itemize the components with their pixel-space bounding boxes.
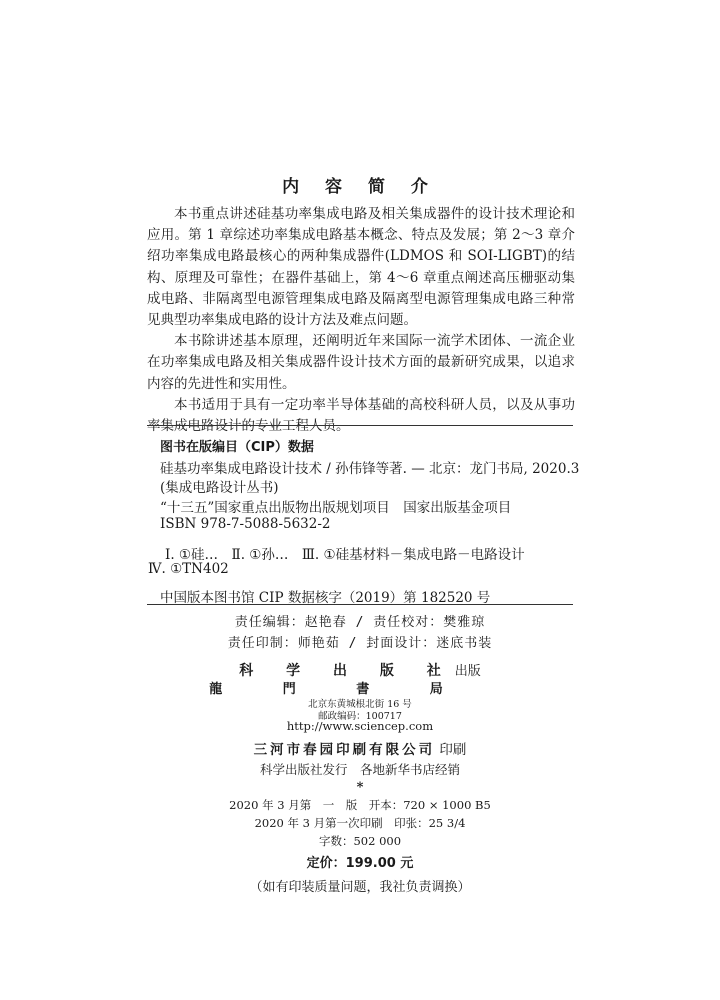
distribution-line: 科学出版社发行 各地新华书店经销 <box>259 762 460 777</box>
printer-suffix: 印刷 <box>439 742 467 758</box>
publisher-logo-name: 科 学 出 版 社 <box>239 663 455 679</box>
publisher-postcode: 邮政编码：100717 <box>318 711 402 722</box>
cip-heading: 图书在版编目（CIP）数据 <box>160 440 314 455</box>
cip-isbn-line: ISBN 978-7-5088-5632-2 <box>160 516 331 532</box>
production-credits: 责任印制：师艳茹 / 封面设计：迷底书装 <box>227 636 493 651</box>
section-title: 内 容 简 介 <box>282 177 438 197</box>
price-line: 定价：199.00 元 <box>306 856 414 871</box>
separator-star: * <box>356 780 364 795</box>
publisher-logo-name-2: 龍 門 書 局 <box>209 682 471 697</box>
publisher-url: http://www.sciencep.com <box>286 719 434 733</box>
intro-paragraph: 本书适用于具有一定功率半导体基础的高校科研人员，以及从事功率集成电路设计的专业工程人员。 <box>147 396 575 435</box>
printer-line <box>0 738 720 758</box>
cip-class-line: Ⅳ. ①TN402 <box>148 561 229 577</box>
printer-name: 三河市春园印刷有限公司 <box>253 742 436 758</box>
word-count-line: 字数：502 000 <box>318 834 402 848</box>
cip-record-line: 中国版本图书馆 CIP 数据核字（2019）第 182520 号 <box>160 590 491 606</box>
edition-line: 2020 年 3 月第 一 版 开本：720 × 1000 B5 <box>229 798 491 812</box>
cip-bottom-rule <box>147 604 573 605</box>
cip-project-line: “十三五”国家重点出版物出版规划项目 国家出版基金项目 <box>160 500 512 516</box>
cip-subject-line: Ⅰ. ①硅… Ⅱ. ①孙… Ⅲ. ①硅基材料－集成电路－电路设计 <box>165 547 525 563</box>
editor-credits: 责任编辑：赵艳春 / 责任校对：樊雅琼 <box>234 615 486 630</box>
publisher-address: 北京东黄城根北街 16 号 <box>308 699 412 710</box>
intro-text <box>147 204 575 437</box>
intro-paragraph: 本书重点讲述硅基功率集成电路及相关集成器件的设计技术理论和应用。第 1 章综述功率集成电路基本概念、特点及发展；第 2～3 章介绍功率集成电路最核心的两种集成器件(LDMOS 和 SOI-LIGBT)的结构、原理及可靠性；在器件基础上，第 4～6 章重点阐述高压栅驱动集成电路、非隔离型电源管理集成电路及隔离型电源管理集成电路三种常见典型功率集成电路的设计方法及难点问题。 <box>147 206 575 329</box>
cip-series-line: (集成电路设计丛书) <box>160 480 279 496</box>
publisher-line <box>0 660 720 680</box>
publisher-suffix: 出版 <box>454 664 481 679</box>
cip-top-rule <box>147 425 573 426</box>
cip-title-line: 硅基功率集成电路设计技术 / 孙伟锋等著. — 北京：龙门书局, 2020.3 <box>160 461 580 477</box>
quality-notice: （如有印装质量问题，我社负责调换） <box>249 880 471 895</box>
printing-line: 2020 年 3 月第一次印刷 印张：25 3/4 <box>254 816 466 830</box>
intro-paragraph: 本书除讲述基本原理，还阐明近年来国际一流学术团体、一流企业在功率集成电路及相关集成器件设计技术方面的最新研究成果，以追求内容的先进性和实用性。 <box>147 333 575 392</box>
